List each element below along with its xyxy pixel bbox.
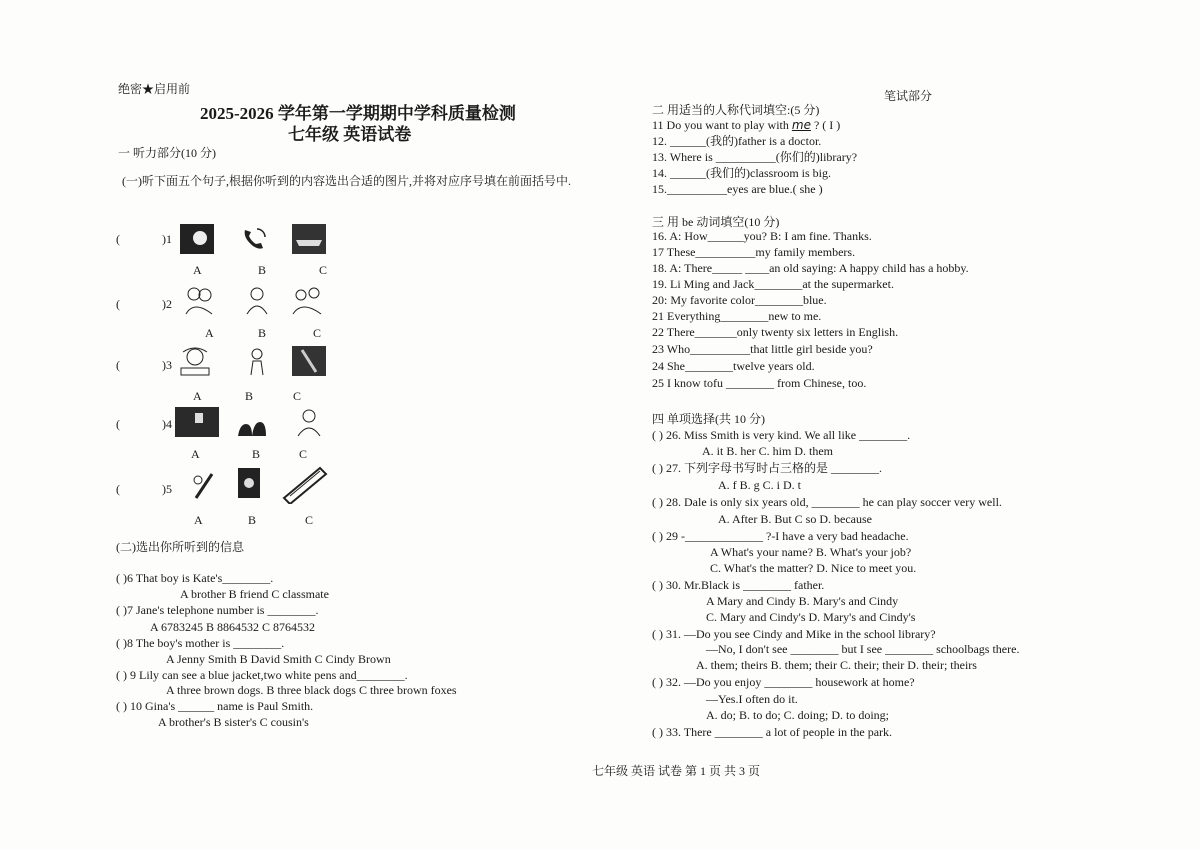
q4-picture-c-person-icon — [292, 407, 326, 437]
page-footer: 七年级 英语 试卷 第 1 页 共 3 页 — [592, 764, 761, 778]
q9-options: A three brown dogs. B three black dogs C three brown foxes — [166, 683, 457, 697]
q33-stem: ( ) 33. There ________ a lot of people in the park. — [652, 725, 893, 739]
listening-part2-title: (二)选出你所听到的信息 — [116, 540, 244, 554]
q4-picture-a — [175, 407, 219, 437]
q2-label-b: B — [258, 326, 267, 340]
q28-options: A. After B. But C so D. because — [718, 512, 872, 526]
q4-paren: ( — [116, 417, 120, 431]
q15-line: 15.__________eyes are blue.( she ) — [652, 182, 823, 196]
q18-line: 18. A: There_____ ____an old saying: A happy child has a hobby. — [652, 261, 969, 275]
q31-reply: —No, I don't see ________ but I see ________ schoolbags there. — [706, 642, 1020, 656]
q31-stem: ( ) 31. —Do you see Cindy and Mike in the school library? — [652, 627, 936, 641]
q22-line: 22 There_______only twenty six letters in English. — [652, 325, 899, 339]
q5-picture-a-musician-icon — [186, 470, 220, 500]
written-part-tag: 笔试部分 — [884, 89, 933, 103]
q3-number: )3 — [162, 358, 172, 372]
q4-label-b: B — [252, 447, 261, 461]
q5-picture-c-harmonica-icon — [280, 464, 328, 504]
q11-tail: ? ( I ) — [813, 118, 841, 132]
q3-label-b: B — [245, 389, 254, 403]
q1-paren: ( — [116, 232, 120, 246]
q4-label-a: A — [191, 447, 200, 461]
q5-number: )5 — [162, 482, 172, 496]
q4-number: )4 — [162, 417, 172, 431]
exam-subtitle: 七年级 英语试卷 — [288, 125, 412, 144]
q24-line: 24 She________twelve years old. — [652, 359, 815, 373]
exam-title: 2025-2026 学年第一学期期中学科质量检测 — [200, 104, 516, 123]
listening-section-title: 一 听力部分(10 分) — [118, 146, 216, 160]
q32-reply: —Yes.I often do it. — [706, 692, 798, 706]
q1-picture-b-phone-icon — [237, 224, 271, 254]
q11-stem: 11 Do you want to play with — [652, 118, 789, 132]
q6-options: A brother B friend C classmate — [180, 587, 329, 601]
q30-options-cd: C. Mary and Cindy's D. Mary's and Cindy's — [706, 610, 916, 624]
q32-stem: ( ) 32. —Do you enjoy ________ housework at home? — [652, 675, 915, 689]
q29-options-cd: C. What's the matter? D. Nice to meet you. — [710, 561, 917, 575]
q2-label-a: A — [205, 326, 214, 340]
be-verb-section-title: 三 用 be 动词填空(10 分) — [652, 215, 780, 229]
q9-stem: ( ) 9 Lily can see a blue jacket,two white pens and________. — [116, 668, 408, 682]
q8-options: A Jenny Smith B David Smith C Cindy Brown — [166, 652, 391, 666]
q1-picture-c — [292, 224, 326, 254]
q1-label-c: C — [319, 263, 328, 277]
q5-picture-b — [232, 468, 266, 498]
q6-stem: ( )6 That boy is Kate's________. — [116, 571, 274, 585]
q1-label-b: B — [258, 263, 267, 277]
confidential-tag: 绝密★启用前 — [118, 82, 191, 96]
q2-picture-b-person-icon — [240, 285, 274, 315]
q27-options: A. f B. g C. i D. t — [718, 478, 802, 492]
q7-stem: ( )7 Jane's telephone number is ________. — [116, 603, 319, 617]
q30-stem: ( ) 30. Mr.Black is ________ father. — [652, 578, 825, 592]
q3-label-a: A — [193, 389, 202, 403]
pronoun-section-title: 二 用适当的人称代词填空:(5 分) — [652, 103, 820, 117]
q28-stem: ( ) 28. Dale is only six years old, ________ he can play soccer very well. — [652, 495, 1002, 509]
q5-label-b: B — [248, 513, 257, 527]
q8-stem: ( )8 The boy's mother is ________. — [116, 636, 285, 650]
q3-picture-c — [292, 346, 326, 376]
q4-label-c: C — [299, 447, 308, 461]
q2-picture-c-people-icon — [290, 285, 324, 315]
q29-options-ab: A What's your name? B. What's your job? — [710, 545, 912, 559]
q11-line — [652, 118, 840, 133]
q20-line: 20: My favorite color________blue. — [652, 293, 827, 307]
q1-picture-a — [180, 224, 214, 254]
q25-line: 25 I know tofu ________ from Chinese, too. — [652, 376, 867, 390]
multiple-choice-section-title: 四 单项选择(共 10 分) — [652, 412, 765, 426]
q2-paren: ( — [116, 297, 120, 311]
q26-options: A. it B. her C. him D. them — [702, 444, 833, 458]
q31-options: A. them; theirs B. them; their C. their; their D. their; theirs — [696, 658, 977, 672]
q1-number: )1 — [162, 232, 172, 246]
q10-stem: ( ) 10 Gina's ______ name is Paul Smith. — [116, 699, 314, 713]
q32-options: A. do; B. to do; C. doing; D. to doing; — [706, 708, 890, 722]
q3-picture-b-person-icon — [240, 346, 274, 376]
q29-stem: ( ) 29 -_____________ ?-I have a very bad headache. — [652, 529, 909, 543]
q2-label-c: C — [313, 326, 322, 340]
q4-picture-b-cats-icon — [234, 407, 268, 437]
q10-options: A brother's B sister's C cousin's — [158, 715, 309, 729]
q11-handwritten-answer: me — [791, 118, 811, 132]
q13-line: 13. Where is __________(你们的)library? — [652, 150, 858, 164]
q21-line: 21 Everything________new to me. — [652, 309, 822, 323]
q23-line: 23 Who__________that little girl beside you? — [652, 342, 873, 356]
q14-line: 14. ______(我们的)classroom is big. — [652, 166, 831, 180]
q19-line: 19. Li Ming and Jack________at the supermarket. — [652, 277, 894, 291]
q26-stem: ( ) 26. Miss Smith is very kind. We all like ________. — [652, 428, 911, 442]
q7-options: A 6783245 B 8864532 C 8764532 — [150, 620, 316, 634]
q1-label-a: A — [193, 263, 202, 277]
q3-picture-a-girl-icon — [178, 346, 212, 376]
q5-paren: ( — [116, 482, 120, 496]
q2-number: )2 — [162, 297, 172, 311]
q3-paren: ( — [116, 358, 120, 372]
listening-part1-instruction: (一)听下面五个句子,根据你听到的内容选出合适的图片,并将对应序号填在前面括号中. — [122, 174, 571, 188]
q5-label-a: A — [194, 513, 203, 527]
q12-line: 12. ______(我的)father is a doctor. — [652, 134, 822, 148]
q5-label-c: C — [305, 513, 314, 527]
q27-stem: ( ) 27. 下列字母书写时占三格的是 ________. — [652, 461, 882, 475]
q17-line: 17 These__________my family members. — [652, 245, 856, 259]
q2-picture-a-people-icon — [182, 285, 216, 315]
q16-line: 16. A: How______you? B: I am fine. Thanks. — [652, 229, 872, 243]
q3-label-c: C — [293, 389, 302, 403]
q30-options-ab: A Mary and Cindy B. Mary's and Cindy — [706, 594, 899, 608]
